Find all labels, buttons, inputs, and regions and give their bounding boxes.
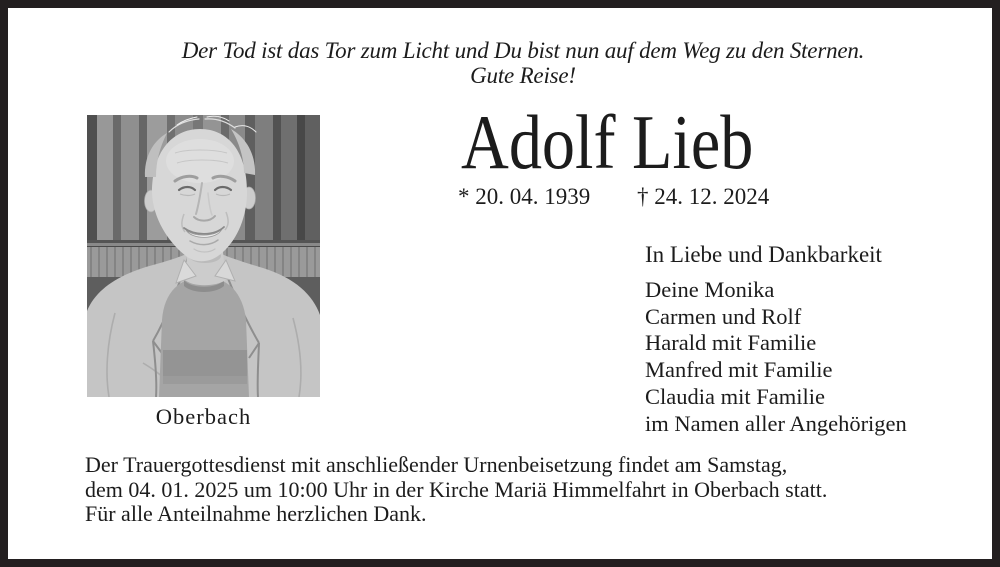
- mourner-line: im Namen aller Angehörigen: [645, 410, 907, 436]
- mourner-line: Deine Monika: [645, 277, 775, 302]
- mourner-line: Manfred mit Familie: [645, 357, 833, 383]
- announcement-line: Für alle Anteilnahme herzlichen Dank.: [85, 501, 427, 526]
- deceased-name-text: Adolf Lieb: [461, 99, 754, 185]
- epitaph-line-2: Gute Reise!: [470, 62, 576, 88]
- portrait-photo: [87, 115, 320, 397]
- epitaph-quote: [54, 39, 992, 88]
- portrait-photo-illustration: [87, 115, 320, 397]
- mourner-line: Claudia mit Familie: [645, 383, 825, 409]
- mourners-list: [645, 277, 907, 437]
- birth-date: * 20. 04. 1939: [458, 184, 591, 209]
- announcement-line: dem 04. 01. 2025 um 10:00 Uhr in der Kirche Mariä Himmelfahrt in Oberbach statt.: [85, 476, 828, 502]
- photo-caption: Oberbach: [155, 404, 252, 429]
- mourner-line: Carmen und Rolf: [645, 303, 802, 329]
- deceased-name: [461, 99, 801, 185]
- mourner-line: Harald mit Familie: [645, 330, 817, 356]
- service-announcement: [85, 453, 827, 527]
- condolence-intro: In Liebe und Dankbarkeit: [645, 242, 882, 267]
- announcement-line: Der Trauergottesdienst mit anschließender Urnenbeisetzung findet am Samstag,: [85, 452, 788, 477]
- epitaph-line-1: Der Tod ist das Tor zum Licht und Du bist nun auf dem Weg zu den Sternen.: [181, 38, 865, 63]
- death-date: † 24. 12. 2024: [637, 184, 770, 209]
